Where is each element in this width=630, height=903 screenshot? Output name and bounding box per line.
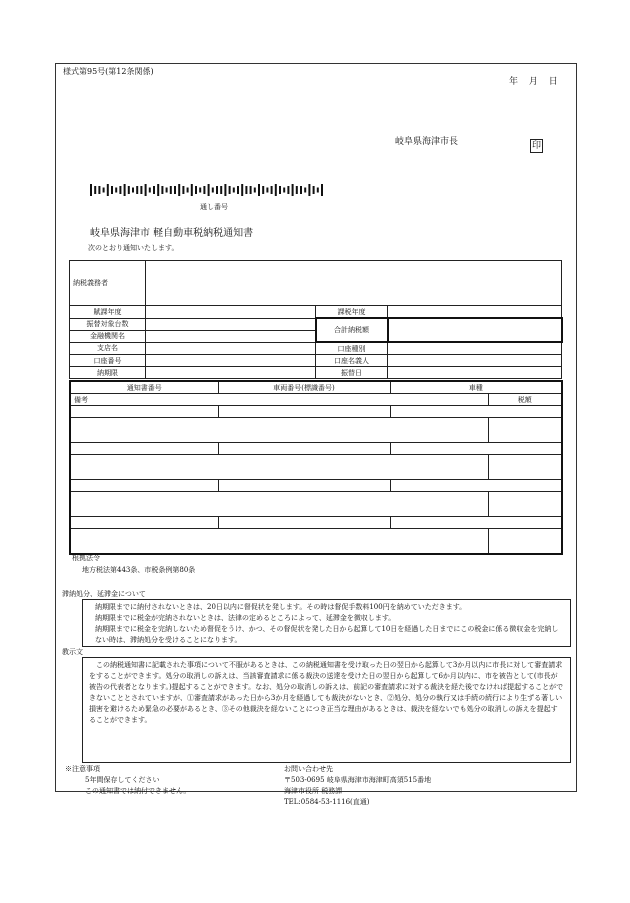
- contact-office: 海津市役所 税務課: [284, 787, 343, 795]
- document-title: 岐阜県海津市 軽自動車税納税通知書: [90, 228, 254, 239]
- taxpayer-table: [69, 260, 563, 379]
- notice-no-header: 通知書番号: [70, 381, 218, 394]
- vehicle-table: [69, 380, 563, 555]
- vehicle-no-header: 車両番号(標識番号): [218, 381, 390, 394]
- bank-value: [146, 330, 316, 342]
- notes-line-2: この通知書では納付できません。: [85, 787, 191, 795]
- date-label: 年 月 日: [509, 77, 562, 87]
- barcode-image: [90, 184, 330, 196]
- deadline-label: 納期限: [70, 367, 146, 379]
- form-number: 様式第95号(第12条関係): [63, 67, 154, 76]
- table-row: [70, 480, 562, 492]
- intro-text: 次のとおり通知いたします。: [88, 244, 179, 252]
- taxpayer-value: [146, 261, 562, 306]
- remarks-header: 備考: [70, 394, 488, 406]
- account-no-label: 口座番号: [70, 355, 146, 367]
- instruction-box: この納税通知書に記載された事項について不服があるときは、この納税通知書を受け取った日の翌日から起算して3か月以内に市長に対して審査請求をすることができます。処分の取消しの訴えは、当該審査請求に係る裁決の送達を受けた日の翌日から起算して6か月以内に、市を被告として(市長が被告の代表者となります。)提起することができます。なお、処分の取消しの訴えは、前記の審査請求に対する裁決を経た後でなければ提起することができないこととされていますが、①審査請求があった日から3か月を経過しても裁決がないとき、②処分、処分の執行又は手続の続行により生ずる著しい損害を避けるため緊急の必要があるとき、③その他裁決を経ないことにつき正当な理由があるときは、裁決を経ないでも処分の取消しの訴えを提起することができます。: [82, 657, 571, 763]
- table-row: [70, 418, 562, 443]
- contact-address: 〒503-0695 岐阜県海津市海津町高須515番地: [284, 776, 432, 784]
- table-row: [70, 492, 562, 517]
- notes-line-1: 5年間保存してください: [85, 776, 160, 784]
- account-holder-label: 口座名義人: [316, 355, 388, 367]
- branch-label: 支店名: [70, 342, 146, 355]
- vehicle-type-header: 車種: [390, 381, 562, 394]
- tax-year-value: [388, 306, 562, 319]
- table-row: [70, 529, 562, 555]
- bank-label: 金融機関名: [70, 330, 146, 342]
- transfer-count-label: 振替対象台数: [70, 318, 146, 330]
- total-tax-value: [388, 318, 562, 342]
- notes-heading: ※注意事項: [65, 765, 100, 773]
- tax-amount-header: 税額: [488, 394, 562, 406]
- year-assessed-label: 賦課年度: [70, 306, 146, 319]
- contact-tel: TEL:0584-53-1116(直通): [284, 798, 370, 806]
- deadline-value: [146, 367, 316, 379]
- delinquency-heading: 滞納処分、延滞金について: [62, 590, 146, 598]
- total-tax-label: 合計納税額: [316, 318, 388, 342]
- account-type-label: 口座種別: [316, 342, 388, 355]
- taxpayer-label: 納税義務者: [70, 261, 146, 306]
- transfer-date-label: 振替日: [316, 367, 388, 379]
- legal-basis-heading: 根拠法令: [72, 554, 100, 562]
- transfer-date-value: [388, 367, 562, 379]
- account-holder-value: [388, 355, 562, 367]
- year-assessed-value: [146, 306, 316, 319]
- issuer-name: 岐阜県海津市長: [395, 137, 459, 147]
- transfer-count-value: [146, 318, 316, 330]
- contact-heading: お問い合わせ先: [284, 765, 333, 773]
- seal-label: 印: [531, 141, 541, 151]
- delinquency-box: [82, 599, 571, 647]
- instruction-heading: 教示文: [62, 648, 83, 656]
- table-row: [70, 443, 562, 455]
- seal-mark: [530, 133, 543, 153]
- account-type-value: [388, 342, 562, 355]
- delinquency-line-3: 納期限までに税金を完納しないため督促をうけ、かつ、その督促状を発した日から起算して10日を経過した日までにこの税金に係る徴収金を完納しない時は、滞納処分を受けることになります。: [95, 625, 559, 644]
- table-row: [70, 406, 562, 418]
- table-row: [70, 455, 562, 480]
- legal-basis-text: 地方税法第443条、市税条例第80条: [82, 566, 196, 574]
- delinquency-line-1: 納期限までに納付されないときは、20日以内に督促状を発します。その時は督促手数料100円を納めていただきます。: [95, 603, 467, 611]
- serial-number-label: 通し番号: [200, 203, 228, 211]
- branch-value: [146, 342, 316, 355]
- delinquency-line-2: 納期限までに税金が完納されないときは、法律の定めるところによって、延滞金を徴収します。: [95, 614, 396, 622]
- table-row: [70, 517, 562, 529]
- account-no-value: [146, 355, 316, 367]
- tax-year-label: 課税年度: [316, 306, 388, 319]
